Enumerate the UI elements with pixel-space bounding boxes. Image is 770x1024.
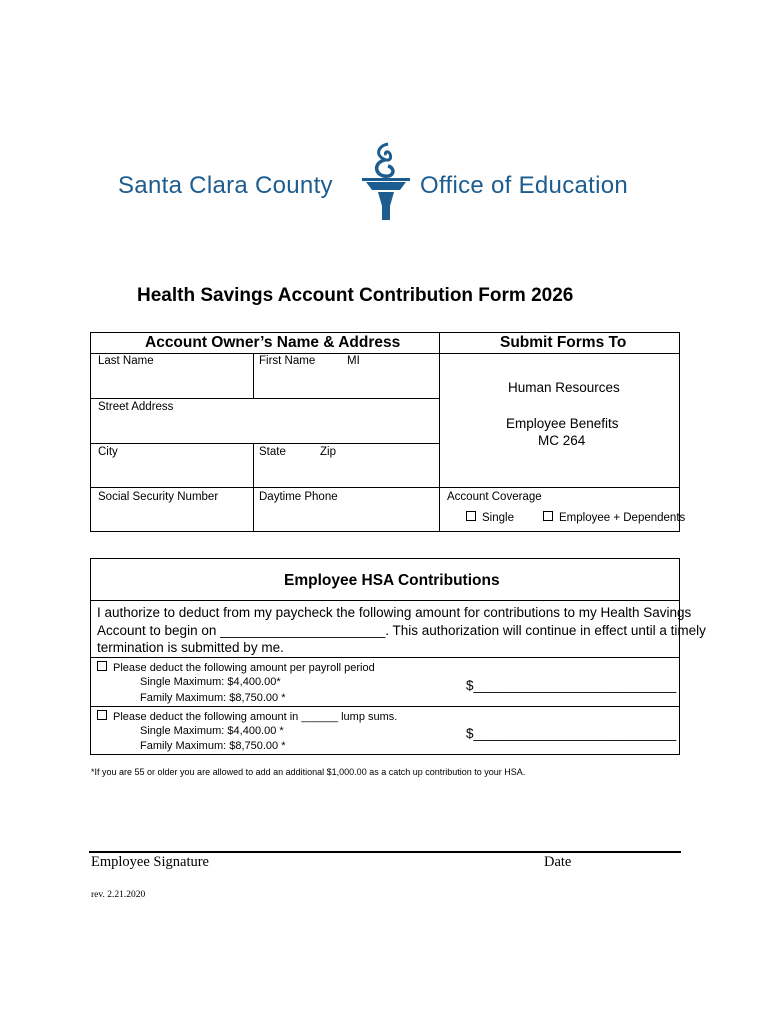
employee-signature-label: Employee Signature — [91, 854, 209, 870]
logo-right-text: Office of Education — [420, 172, 629, 199]
single-checkbox[interactable] — [466, 511, 476, 521]
opt2-family-max: Family Maximum: $8,750.00 * — [140, 740, 286, 752]
account-coverage-label: Account Coverage — [447, 491, 542, 503]
lump-sum-option[interactable] — [97, 710, 397, 723]
family-label: Employee + Dependents — [559, 512, 686, 524]
revision-label: rev. 2.21.2020 — [91, 890, 146, 900]
lump-sum-label: Please deduct the following amount in ______ lump sums. — [113, 711, 398, 723]
single-label: Single — [482, 512, 514, 524]
signature-line — [89, 851, 681, 853]
zip-field[interactable]: Zip — [320, 446, 336, 458]
authorization-line-1: I authorize to deduct from my paycheck the following amount for contributions to my Health Savings — [97, 605, 692, 620]
payroll-period-option[interactable] — [97, 661, 375, 674]
date-label: Date — [544, 854, 572, 870]
lump-sum-amount-field[interactable]: $___________________________ — [466, 726, 677, 741]
hsa-section-header: Employee HSA Contributions — [284, 572, 500, 589]
submit-line-hr: Human Resources — [508, 380, 620, 395]
opt1-single-max: Single Maximum: $4,400.00* — [140, 676, 281, 688]
payroll-period-label: Please deduct the following amount per payroll period — [113, 662, 375, 674]
coverage-family-option[interactable] — [543, 511, 685, 524]
coverage-single-option[interactable] — [466, 511, 514, 524]
daytime-phone-field[interactable]: Daytime Phone — [259, 491, 338, 503]
logo-left-text: Santa Clara County — [118, 172, 333, 199]
family-checkbox[interactable] — [543, 511, 553, 521]
opt1-family-max: Family Maximum: $8,750.00 * — [140, 692, 286, 704]
submit-line-benefits: Employee Benefits — [506, 416, 619, 431]
opt2-single-max: Single Maximum: $4,400.00 * — [140, 725, 284, 737]
torch-emblem-icon — [358, 140, 414, 222]
footnote: *If you are 55 or older you are allowed to add an additional $1,000.00 as a catch up contribution to your HSA. — [91, 767, 526, 777]
submit-section-header: Submit Forms To — [500, 334, 627, 351]
ssn-field[interactable]: Social Security Number — [98, 491, 219, 503]
street-address-field[interactable]: Street Address — [98, 401, 174, 413]
submit-line-mc: MC 264 — [538, 433, 586, 448]
form-title: Health Savings Account Contribution Form 2026 — [137, 285, 574, 306]
first-name-field[interactable]: First Name — [259, 355, 316, 367]
authorization-line-3: termination is submitted by me. — [97, 640, 284, 655]
lump-sum-checkbox[interactable] — [97, 710, 107, 720]
payroll-amount-field[interactable]: $___________________________ — [466, 678, 677, 693]
state-field[interactable]: State — [259, 446, 286, 458]
mi-field[interactable]: MI — [347, 355, 360, 367]
authorization-line-2: Account to begin on ______________________. This authorization will continue in effect until a timely — [97, 623, 706, 638]
last-name-field[interactable]: Last Name — [98, 355, 154, 367]
city-field[interactable]: City — [98, 446, 118, 458]
owner-section-header: Account Owner’s Name & Address — [145, 334, 401, 351]
payroll-period-checkbox[interactable] — [97, 661, 107, 671]
